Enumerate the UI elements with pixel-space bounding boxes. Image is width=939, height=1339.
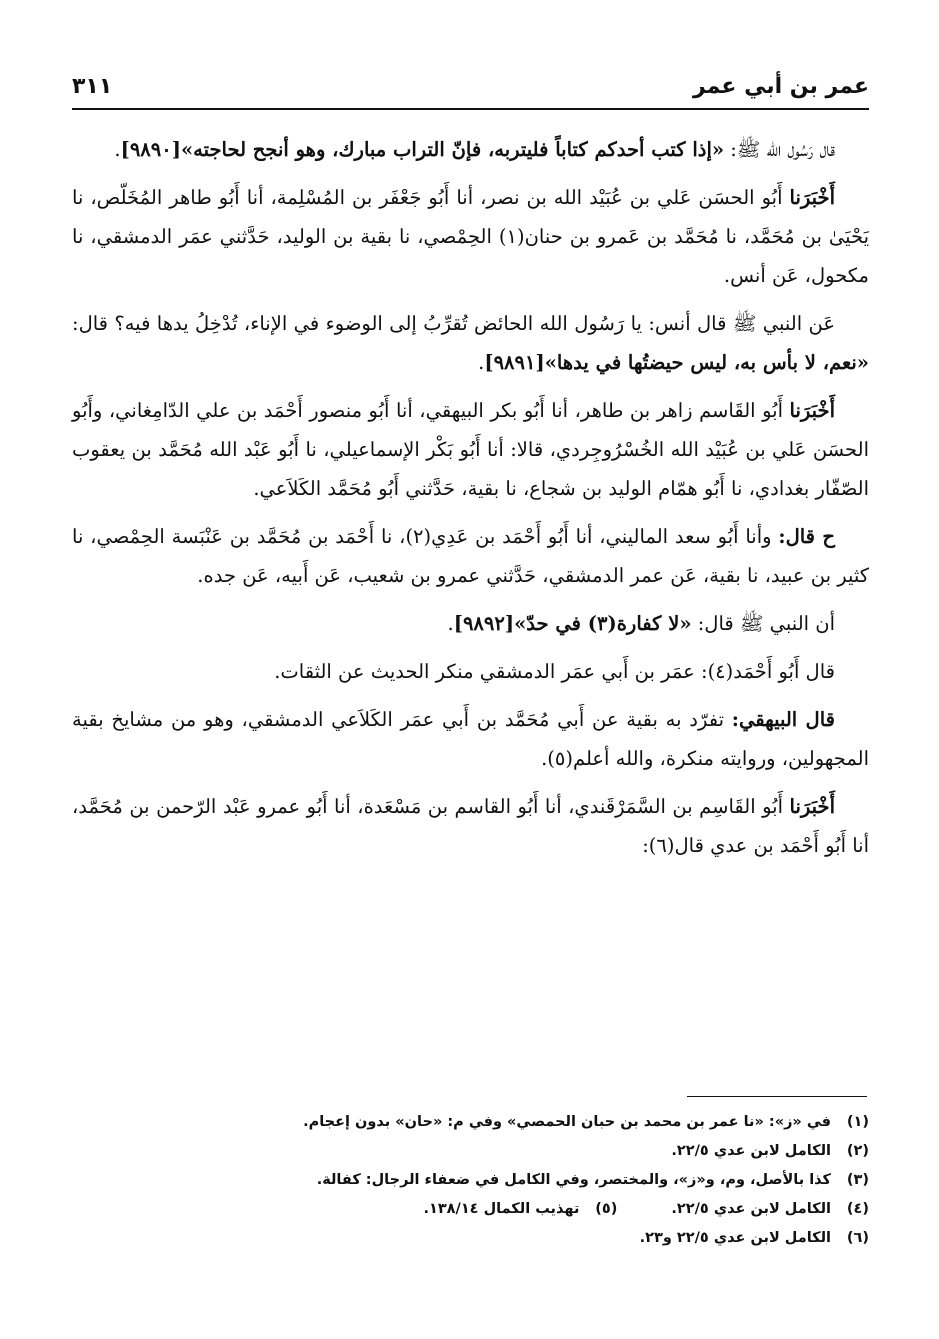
page-number: ٣١١ <box>72 74 113 99</box>
footnote-3 <box>72 1166 869 1195</box>
punctuation: . <box>114 138 121 161</box>
footnote-6 <box>72 1224 869 1253</box>
punctuation: . <box>447 612 454 635</box>
paragraph-hadith-9890 <box>72 130 869 169</box>
text: الحِمْصي، نا بقية بن الوليد، حَدَّثني عمَر الدمشقي، نا مكحول، عَن أنس. <box>72 225 869 287</box>
footnote-number: (٥) <box>595 1201 618 1217</box>
text: : عمَر بن أَبي عمَر الدمشقي منكر الحديث عن الثقات. <box>274 660 708 683</box>
paragraph-abu-ahmad <box>72 652 869 691</box>
footnote-number: (٣) <box>846 1172 869 1188</box>
footnote-number: (٦) <box>846 1230 869 1246</box>
ha-qala: ح قال: <box>778 525 835 548</box>
running-header <box>72 66 869 110</box>
text: أَبُو القَاسِم بن السَّمَرْقَندي، أنا أَبُو القاسم بن مَسْعَدة، أنا أَبُو عمرو عَبْد الرّحمن بن مُحَمَّد، أنا أَبُو أَحْمَد بن عدي قال <box>72 795 869 857</box>
text: عَن النبي ﷺ قال أنس: يا رَسُول الله الحائض تُقرِّبُ إلى الوضوء في الإناء، تُدْخِلُ يدها فيه؟ قال: <box>72 312 835 335</box>
footnote-text: كذا بالأصل، وم، و«ز»، والمختصر، وفي الكامل في ضعفاء الرجال: كفالة. <box>316 1172 831 1188</box>
text: أن النبي ﷺ قال: <box>691 612 835 635</box>
paragraph-hadith-9891 <box>72 304 869 382</box>
hadith-number: [٩٨٩١] <box>484 351 545 374</box>
footnote-4-5 <box>72 1195 869 1224</box>
hadith-text: في حدّ» <box>514 612 588 635</box>
running-title: عمر بن أبي عمر <box>692 74 869 99</box>
paragraph-isnad-2 <box>72 391 869 508</box>
text: قال أَبُو أَحْمَد <box>733 660 835 683</box>
paragraph-hadith-9892 <box>72 604 869 643</box>
footnote-marker: (٦) <box>648 834 675 857</box>
main-text <box>72 130 869 874</box>
paragraph-isnad-4 <box>72 787 869 865</box>
footnote-gap <box>617 1195 671 1224</box>
footnote-marker: (١) <box>498 225 525 248</box>
hadith-number: [٩٨٩٠] <box>120 138 181 161</box>
footnote-text: الكامل لابن عدي ٢٢/٥. <box>671 1201 831 1217</box>
header-rule <box>72 108 869 110</box>
akhbarana: أَخْبَرَنا <box>789 186 835 209</box>
punctuation: : <box>642 834 649 857</box>
footnote-number: (٤) <box>846 1201 869 1217</box>
hadith-text: «لا كفارة <box>616 612 692 635</box>
qala-bayhaqi: قال البيهقي: <box>731 708 835 731</box>
footnote-1 <box>72 1108 869 1137</box>
footnotes <box>72 1108 869 1253</box>
footnote-marker: (٢) <box>405 525 432 548</box>
akhbarana: أَخْبَرَنا <box>789 399 835 422</box>
footnote-rule <box>687 1096 867 1097</box>
footnote-text: في «ز»: «نا عمر بن محمد بن حبان الحمصي» وفي م: «حان» بدون إعجام. <box>303 1114 831 1130</box>
paragraph-bayhaqi <box>72 700 869 778</box>
footnote-marker: (٥) <box>547 747 573 770</box>
text: أَبُو الحسَن عَلي بن عُبَيْد الله بن نصر، أنا أَبُو جَعْفَر بن المُسْلِمة، أنا أَبُو طاهر المُخَلّص، نا يَحْيَىٰ بن مُحَمَّد، نا مُحَمَّد بن عَمرو بن حنان <box>72 186 869 248</box>
text: تفرّد به بقية عن أَبي مُحَمَّد بن أَبي عمَر الكَلاَعي الدمشقي، وهو من مشايخ بقية المجهولين، وروايته منكرة، والله أعلم <box>72 708 869 770</box>
text: وأنا أَبُو سعد الماليني، أنا أَبُو أَحْمَد بن عَدِي <box>431 525 779 548</box>
paragraph-isnad-1 <box>72 178 869 295</box>
footnote-text: تهذيب الكمال ١٣٨/١٤. <box>423 1201 580 1217</box>
footnote-text: الكامل لابن عدي ٢٢/٥. <box>671 1143 831 1159</box>
paragraph-isnad-3 <box>72 517 869 595</box>
footnote-marker: (٣) <box>587 612 617 635</box>
text: قال رَسُول الله ﷺ: <box>724 138 835 161</box>
hadith-text: «نعم، لا بأس به، ليس حيضتُها في يدها» <box>544 351 869 374</box>
hadith-text: «إذا كتب أحدكم كتاباً فليتربه، فإنّ التراب مبارك، وهو أنجح لحاجته» <box>180 138 725 161</box>
footnote-number: (١) <box>846 1114 869 1130</box>
punctuation: . <box>478 351 485 374</box>
footnote-number: (٢) <box>846 1143 869 1159</box>
footnote-2 <box>72 1137 869 1166</box>
footnote-marker: (٤) <box>707 660 734 683</box>
footnote-text: الكامل لابن عدي ٢٢/٥ و٢٣. <box>639 1230 831 1246</box>
text: أَبُو القَاسم زاهر بن طاهر، أنا أَبُو بكر البيهقي، أنا أَبُو منصور أَحْمَد بن علي الدّامِغاني، وأَبُو الحسَن عَلي بن عُبَيْد الله الخُسْرُوجِردي، قالا: أنا أَبُو بَكْر الإسماعيلي، نا أَبُو عَبْد الله مُحَمَّد بن يعقوب الصّفّار بغدادي، نا أَبُو همّام الوليد بن شجاع، نا بقية، حَدَّثني أَبُو مُحَمَّد الكَلاَعي. <box>72 399 869 500</box>
punctuation: . <box>541 747 548 770</box>
text: ، نا أَحْمَد بن مُحَمَّد بن عَنْبَسة الحِمْصي، نا كثير بن عبيد، نا بقية، عَن عمر الدمشقي، حَدَّثني عمرو بن شعيب، عَن أَبيه، عَن جده. <box>72 525 869 587</box>
akhbarana: أَخْبَرَنا <box>789 795 835 818</box>
hadith-number: [٩٨٩٢] <box>453 612 515 635</box>
